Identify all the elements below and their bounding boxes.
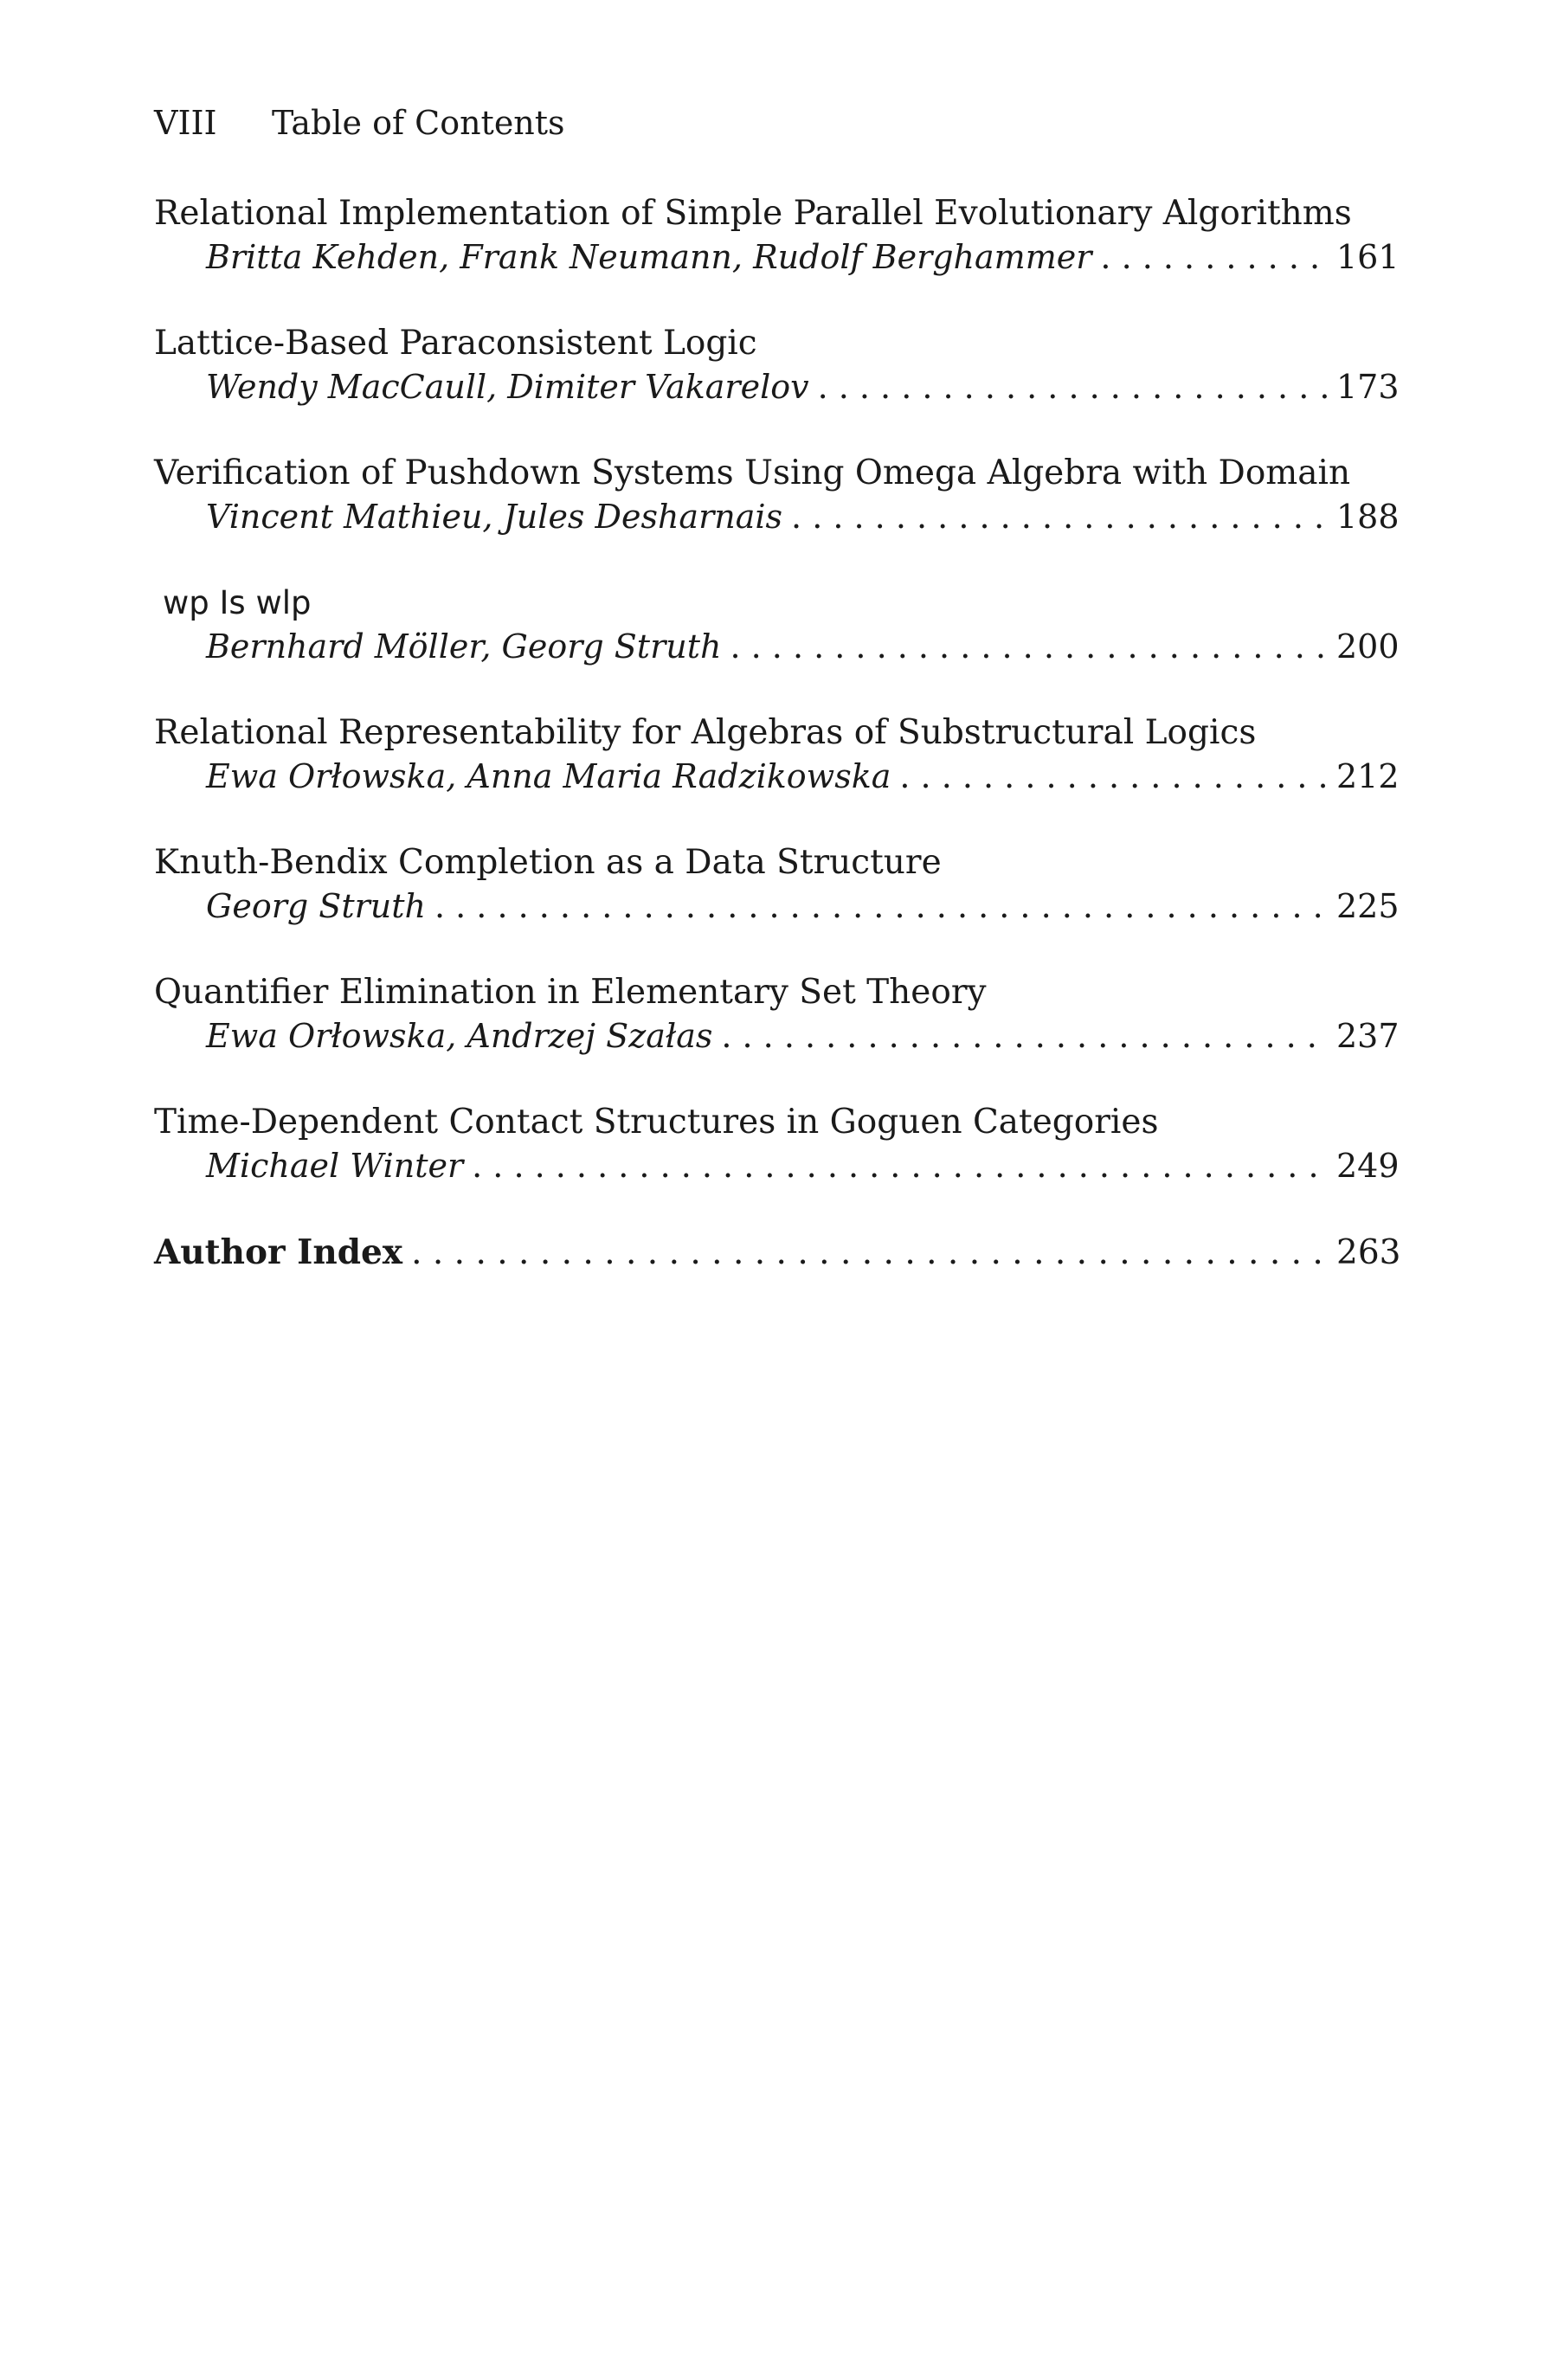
entry-authors-line (206, 755, 1399, 798)
entry-authors-line (206, 1144, 1399, 1187)
entry-authors: Ewa Orłowska, Anna Maria Radzikowska (206, 757, 891, 795)
dot-leader (1100, 235, 1329, 279)
entry-title: Time-Dependent Contact Structures in Goguen Categories (154, 1103, 1159, 1142)
entry-title: Relational Implementation of Simple Parallel Evolutionary Algorithms (154, 194, 1352, 233)
page-folio: VIII (154, 104, 217, 142)
entry-title: Verification of Pushdown Systems Using Omega Algebra with Domain (154, 453, 1351, 492)
entry-authors-line (206, 884, 1399, 928)
toc-entry[interactable] (154, 971, 1399, 1058)
entry-page-number: 212 (1336, 757, 1400, 795)
entry-page-number: 225 (1336, 887, 1400, 925)
entry-page-number: 173 (1336, 368, 1400, 406)
dot-leader (411, 1232, 1329, 1275)
toc-entry[interactable] (154, 452, 1399, 538)
entry-authors-line (206, 365, 1399, 408)
author-index-page-number: 263 (1336, 1233, 1401, 1272)
toc-entry[interactable] (154, 582, 1399, 668)
toc-entry[interactable] (154, 711, 1399, 798)
dot-leader (472, 1144, 1329, 1187)
dot-leader (721, 1014, 1329, 1058)
entry-authors-line (206, 495, 1399, 538)
toc-entry[interactable] (154, 192, 1399, 279)
entry-page-number: 188 (1336, 498, 1400, 536)
entry-authors: Georg Struth (206, 887, 426, 925)
entry-page-number: 249 (1336, 1147, 1400, 1185)
entry-authors: Wendy MacCaull, Dimiter Vakarelov (206, 368, 809, 406)
author-index-title: Author Index (154, 1232, 403, 1272)
dot-leader (818, 365, 1329, 408)
entry-authors-line (206, 1014, 1399, 1058)
dot-leader (730, 625, 1329, 668)
entry-authors: Bernhard Möller, Georg Struth (206, 627, 722, 666)
entry-authors: Ewa Orłowska, Andrzej Szałas (206, 1017, 713, 1055)
entry-title: Quantifier Elimination in Elementary Set Theory (154, 973, 987, 1012)
entry-title: Lattice-Based Paraconsistent Logic (154, 324, 757, 363)
entry-page-number: 200 (1336, 627, 1400, 666)
entry-title: Knuth-Bendix Completion as a Data Structure (154, 843, 942, 882)
entry-authors-line (206, 625, 1399, 668)
toc-entry[interactable] (154, 841, 1399, 928)
entry-page-number: 237 (1336, 1017, 1400, 1055)
entry-authors-line (206, 235, 1399, 279)
running-head-title: Table of Contents (272, 104, 565, 142)
entry-authors: Vincent Mathieu, Jules Desharnais (206, 498, 783, 536)
entry-title: wp Is wlp (163, 584, 312, 621)
dot-leader (791, 495, 1329, 538)
author-index-entry[interactable] (154, 1231, 1399, 1275)
table-of-contents (154, 192, 1399, 1275)
entry-title: Relational Representability for Algebras of Substructural Logics (154, 713, 1257, 752)
entry-authors: Britta Kehden, Frank Neumann, Rudolf Berghammer (206, 238, 1092, 276)
running-head (154, 102, 565, 144)
toc-entry[interactable] (154, 322, 1399, 408)
dot-leader (434, 884, 1329, 928)
toc-entry[interactable] (154, 1101, 1399, 1187)
entry-page-number: 161 (1336, 238, 1400, 276)
entry-authors: Michael Winter (206, 1147, 464, 1185)
dot-leader (899, 755, 1329, 798)
